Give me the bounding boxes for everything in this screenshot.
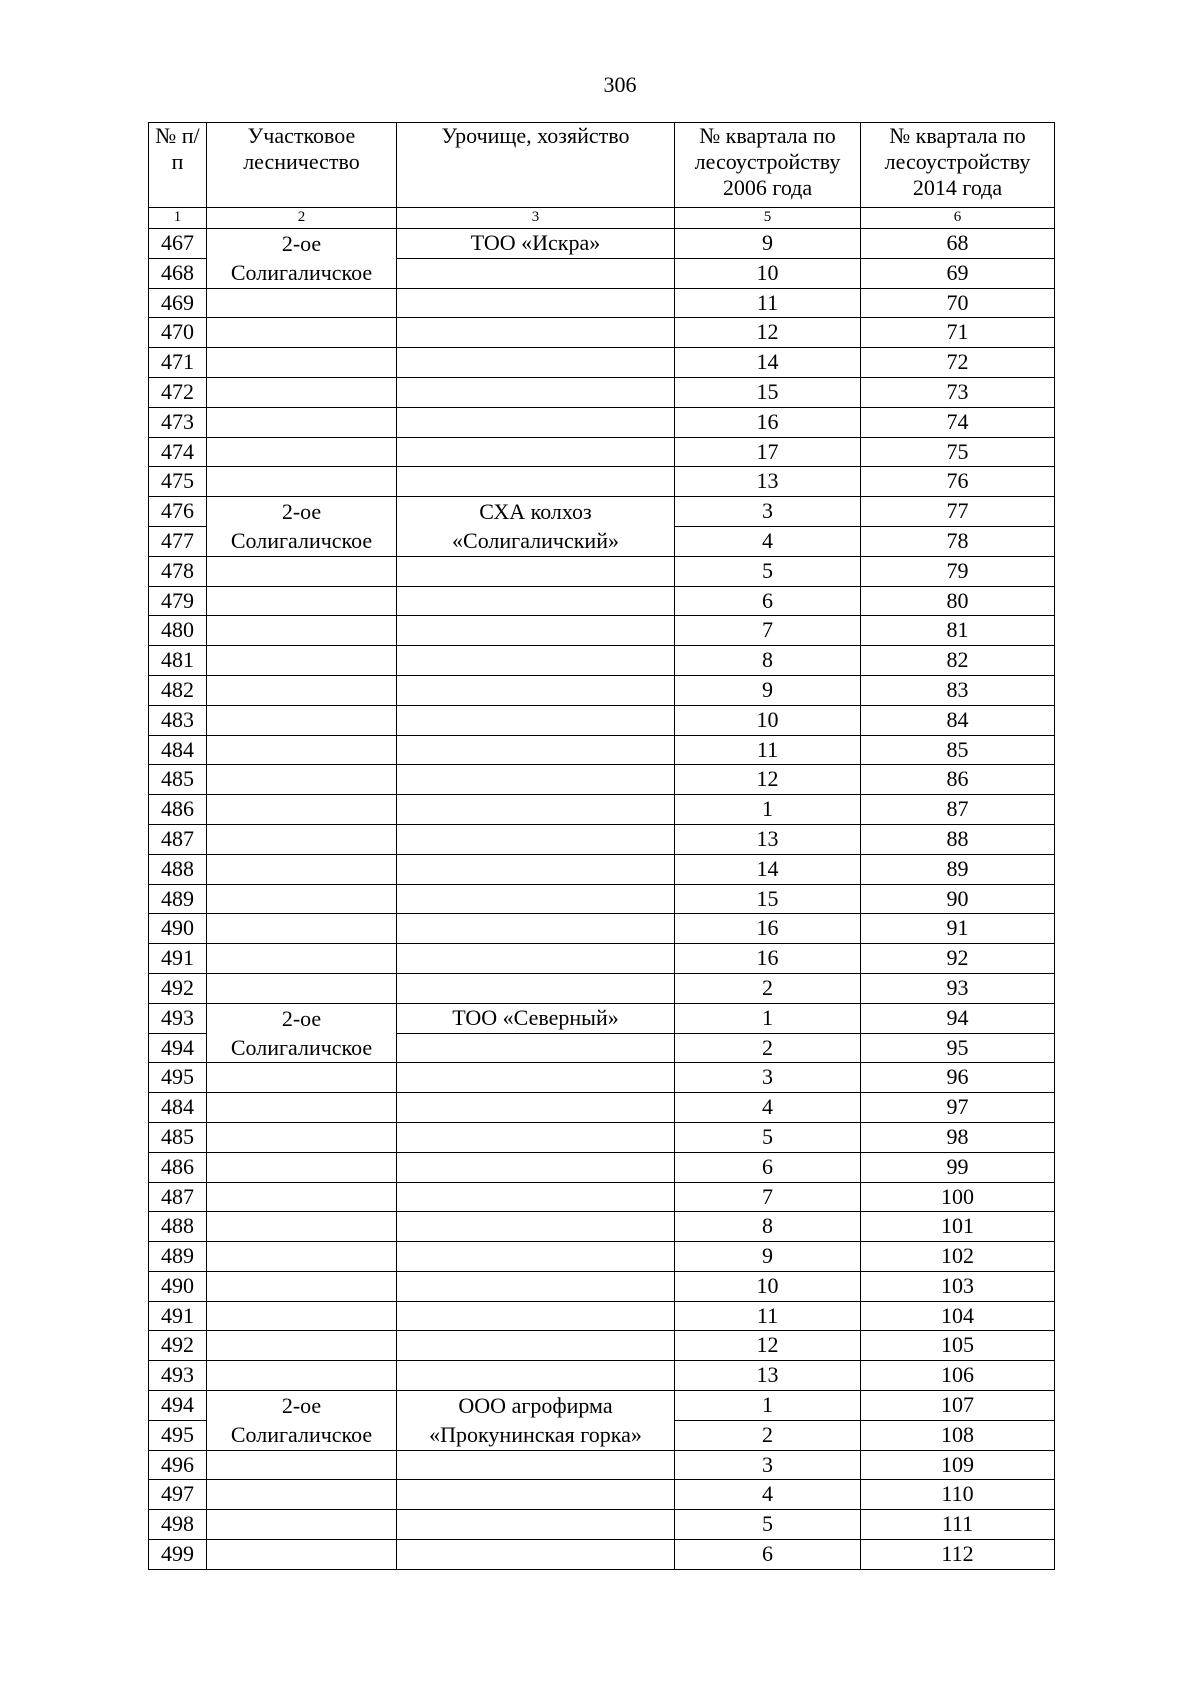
tract-cell (397, 884, 675, 914)
tract-cell (397, 1152, 675, 1182)
row-number-cell: 469 (149, 288, 207, 318)
quarter-2014-cell: 102 (861, 1242, 1055, 1272)
quarter-2006-cell: 11 (675, 288, 861, 318)
column-number: 5 (675, 208, 861, 229)
table-row (149, 1510, 1055, 1540)
header-tract: Урочище, хозяйство (397, 123, 675, 208)
quarter-2014-cell: 79 (861, 556, 1055, 586)
forestry-cell (207, 914, 397, 944)
column-number-row (149, 208, 1055, 229)
quarter-2006-cell: 2 (675, 973, 861, 1003)
table-row (149, 1271, 1055, 1301)
quarter-2014-cell: 108 (861, 1420, 1055, 1450)
forestry-cell (207, 944, 397, 974)
forestry-cell (207, 556, 397, 586)
quarter-2006-cell: 4 (675, 1480, 861, 1510)
quarter-2006-cell: 15 (675, 884, 861, 914)
quarter-2014-cell: 74 (861, 407, 1055, 437)
quarter-2006-cell: 5 (675, 556, 861, 586)
row-number-cell: 493 (149, 1361, 207, 1391)
tract-cell (397, 795, 675, 825)
forestry-cell (207, 1540, 397, 1570)
tract-cell (397, 914, 675, 944)
forestry-line: 2-ое (281, 1005, 322, 1031)
tract-cell (397, 556, 675, 586)
quarter-2006-cell: 15 (675, 377, 861, 407)
quarter-2014-cell: 101 (861, 1212, 1055, 1242)
forestry-cell (207, 1361, 397, 1391)
forestry-line: Солигаличское (230, 528, 373, 554)
forestry-cell (207, 407, 397, 437)
forestry-cell (207, 854, 397, 884)
forestry-cell (207, 1063, 397, 1093)
tract-cell (397, 1033, 675, 1063)
quarter-2006-cell: 14 (675, 854, 861, 884)
table-row (149, 675, 1055, 705)
quarter-2006-cell: 3 (675, 497, 861, 527)
row-number-cell: 490 (149, 914, 207, 944)
row-number-cell: 492 (149, 1331, 207, 1361)
tract-cell (397, 1063, 675, 1093)
table-row (149, 497, 1055, 527)
quarter-2014-cell: 68 (861, 229, 1055, 259)
table-row (149, 407, 1055, 437)
forestry-cell (207, 1510, 397, 1540)
row-number-cell: 476 (149, 497, 207, 527)
forestry-cell (207, 229, 397, 289)
row-number-cell: 488 (149, 854, 207, 884)
quarter-2006-cell: 16 (675, 944, 861, 974)
row-number-cell: 487 (149, 1182, 207, 1212)
tract-cell (397, 1510, 675, 1540)
quarter-2014-cell: 81 (861, 616, 1055, 646)
table-row (149, 1450, 1055, 1480)
quarter-2006-cell: 13 (675, 467, 861, 497)
tract-cell (397, 675, 675, 705)
row-number-cell: 498 (149, 1510, 207, 1540)
row-number-cell: 475 (149, 467, 207, 497)
quarter-2014-cell: 80 (861, 586, 1055, 616)
forestry-cell (207, 1182, 397, 1212)
quarter-2006-cell: 4 (675, 1093, 861, 1123)
quarter-2006-cell: 13 (675, 824, 861, 854)
quarter-2014-cell: 95 (861, 1033, 1055, 1063)
quarter-2006-cell: 8 (675, 646, 861, 676)
tract-line: СХА колхоз (479, 499, 592, 525)
tract-cell (397, 824, 675, 854)
forestry-cell (207, 497, 397, 557)
tract-cell (397, 1391, 675, 1451)
quarter-2006-cell: 14 (675, 348, 861, 378)
tract-cell: ТОО «Северный» (397, 1003, 675, 1033)
row-number-cell: 485 (149, 765, 207, 795)
table-row (149, 556, 1055, 586)
table-row (149, 616, 1055, 646)
forestry-cell (207, 973, 397, 1003)
forestry-cell (207, 1212, 397, 1242)
quarter-2014-cell: 71 (861, 318, 1055, 348)
forestry-cell (207, 318, 397, 348)
row-number-cell: 499 (149, 1540, 207, 1570)
row-number-cell: 478 (149, 556, 207, 586)
forestry-cell (207, 437, 397, 467)
quarter-2006-cell: 4 (675, 526, 861, 556)
table-row (149, 1063, 1055, 1093)
forestry-cell (207, 1152, 397, 1182)
quarter-2014-cell: 110 (861, 1480, 1055, 1510)
forestry-cell (207, 1271, 397, 1301)
tract-cell (397, 288, 675, 318)
tract-cell (397, 1212, 675, 1242)
tract-cell (397, 586, 675, 616)
forestry-line: 2-ое (281, 499, 322, 525)
forestry-cell (207, 735, 397, 765)
tract-cell (397, 616, 675, 646)
quarter-2014-cell: 76 (861, 467, 1055, 497)
quarter-2006-cell: 11 (675, 735, 861, 765)
tract-line: «Солигаличский» (452, 528, 619, 554)
forestry-line: 2-ое (281, 1393, 322, 1419)
table-row (149, 884, 1055, 914)
header-number: № п/п (149, 123, 207, 208)
quarter-2006-cell: 12 (675, 1331, 861, 1361)
tract-cell (397, 407, 675, 437)
tract-cell (397, 1122, 675, 1152)
table-row (149, 318, 1055, 348)
row-number-cell: 487 (149, 824, 207, 854)
table-row (149, 437, 1055, 467)
tract-line: «Прокунинская горка» (429, 1422, 642, 1448)
forestry-cell (207, 348, 397, 378)
row-number-cell: 472 (149, 377, 207, 407)
quarter-2006-cell: 5 (675, 1510, 861, 1540)
row-number-cell: 483 (149, 705, 207, 735)
row-number-cell: 496 (149, 1450, 207, 1480)
quarter-2006-cell: 17 (675, 437, 861, 467)
quarters-table (148, 122, 1055, 1570)
tract-cell (397, 1182, 675, 1212)
forestry-cell (207, 1093, 397, 1123)
forestry-cell (207, 467, 397, 497)
quarter-2006-cell: 7 (675, 616, 861, 646)
row-number-cell: 470 (149, 318, 207, 348)
table-row (149, 646, 1055, 676)
header-quarter-2014: № квартала по лесоустройству 2014 года (861, 123, 1055, 208)
quarter-2014-cell: 91 (861, 914, 1055, 944)
header-forestry: Участковое лесничество (207, 123, 397, 208)
table-row (149, 854, 1055, 884)
forestry-line: 2-ое (281, 231, 322, 256)
quarter-2014-cell: 111 (861, 1510, 1055, 1540)
quarter-2014-cell: 107 (861, 1391, 1055, 1421)
quarter-2014-cell: 90 (861, 884, 1055, 914)
quarter-2014-cell: 93 (861, 973, 1055, 1003)
forestry-cell (207, 377, 397, 407)
quarter-2006-cell: 6 (675, 1152, 861, 1182)
forestry-cell (207, 795, 397, 825)
quarter-2006-cell: 7 (675, 1182, 861, 1212)
table-body (149, 229, 1055, 1570)
table-row (149, 944, 1055, 974)
table-row (149, 735, 1055, 765)
quarter-2014-cell: 83 (861, 675, 1055, 705)
table-row (149, 914, 1055, 944)
table-row (149, 1480, 1055, 1510)
table-row (149, 377, 1055, 407)
forestry-cell (207, 1122, 397, 1152)
row-number-cell: 495 (149, 1063, 207, 1093)
forestry-line: Солигаличское (230, 260, 373, 285)
row-number-cell: 489 (149, 1242, 207, 1272)
quarter-2006-cell: 10 (675, 1271, 861, 1301)
forestry-cell (207, 586, 397, 616)
quarter-2014-cell: 92 (861, 944, 1055, 974)
tract-cell (397, 437, 675, 467)
forestry-cell (207, 705, 397, 735)
quarter-2006-cell: 1 (675, 1391, 861, 1421)
quarter-2006-cell: 9 (675, 675, 861, 705)
row-number-cell: 494 (149, 1391, 207, 1421)
tract-cell (397, 854, 675, 884)
quarter-2006-cell: 11 (675, 1301, 861, 1331)
quarter-2006-cell: 12 (675, 318, 861, 348)
tract-cell (397, 1540, 675, 1570)
tract-cell (397, 1480, 675, 1510)
table-row (149, 1003, 1055, 1033)
row-number-cell: 471 (149, 348, 207, 378)
row-number-cell: 485 (149, 1122, 207, 1152)
table-row (149, 229, 1055, 259)
quarter-2014-cell: 72 (861, 348, 1055, 378)
forestry-cell (207, 1480, 397, 1510)
quarter-2006-cell: 10 (675, 705, 861, 735)
table-row (149, 795, 1055, 825)
quarter-2006-cell: 6 (675, 1540, 861, 1570)
tract-cell (397, 377, 675, 407)
table-row (149, 348, 1055, 378)
tract-cell (397, 467, 675, 497)
forestry-cell (207, 1003, 397, 1063)
tract-cell (397, 1331, 675, 1361)
table-row (149, 824, 1055, 854)
table-row (149, 1212, 1055, 1242)
tract-cell (397, 1450, 675, 1480)
table-row (149, 1301, 1055, 1331)
forestry-cell (207, 288, 397, 318)
row-number-cell: 495 (149, 1420, 207, 1450)
tract-cell: ТОО «Искра» (397, 229, 675, 259)
forestry-cell (207, 1391, 397, 1451)
quarter-2006-cell: 2 (675, 1033, 861, 1063)
quarter-2014-cell: 77 (861, 497, 1055, 527)
tract-cell (397, 973, 675, 1003)
row-number-cell: 482 (149, 675, 207, 705)
table-row (149, 1242, 1055, 1272)
forestry-cell (207, 1301, 397, 1331)
forestry-cell (207, 765, 397, 795)
row-number-cell: 473 (149, 407, 207, 437)
tract-cell (397, 735, 675, 765)
quarter-2014-cell: 85 (861, 735, 1055, 765)
row-number-cell: 488 (149, 1212, 207, 1242)
column-number: 6 (861, 208, 1055, 229)
table-row (149, 765, 1055, 795)
table-row (149, 1093, 1055, 1123)
quarter-2014-cell: 109 (861, 1450, 1055, 1480)
quarter-2006-cell: 10 (675, 258, 861, 288)
row-number-cell: 489 (149, 884, 207, 914)
table-row (149, 1122, 1055, 1152)
tract-cell (397, 1242, 675, 1272)
quarter-2006-cell: 1 (675, 795, 861, 825)
quarter-2014-cell: 73 (861, 377, 1055, 407)
tract-cell (397, 497, 675, 557)
tract-cell (397, 944, 675, 974)
forestry-cell (207, 884, 397, 914)
table-row (149, 467, 1055, 497)
row-number-cell: 479 (149, 586, 207, 616)
row-number-cell: 486 (149, 1152, 207, 1182)
column-number: 2 (207, 208, 397, 229)
quarter-2006-cell: 2 (675, 1420, 861, 1450)
quarter-2006-cell: 3 (675, 1450, 861, 1480)
row-number-cell: 493 (149, 1003, 207, 1033)
table-row (149, 288, 1055, 318)
forestry-cell (207, 1331, 397, 1361)
forestry-cell (207, 616, 397, 646)
table-row (149, 586, 1055, 616)
tract-cell (397, 1301, 675, 1331)
quarter-2014-cell: 97 (861, 1093, 1055, 1123)
quarter-2014-cell: 104 (861, 1301, 1055, 1331)
forestry-cell (207, 824, 397, 854)
row-number-cell: 492 (149, 973, 207, 1003)
row-number-cell: 491 (149, 1301, 207, 1331)
quarter-2014-cell: 106 (861, 1361, 1055, 1391)
column-number: 3 (397, 208, 675, 229)
quarter-2006-cell: 1 (675, 1003, 861, 1033)
row-number-cell: 484 (149, 735, 207, 765)
row-number-cell: 481 (149, 646, 207, 676)
quarter-2006-cell: 5 (675, 1122, 861, 1152)
quarter-2006-cell: 3 (675, 1063, 861, 1093)
row-number-cell: 491 (149, 944, 207, 974)
forestry-cell (207, 675, 397, 705)
quarter-2014-cell: 70 (861, 288, 1055, 318)
tract-cell (397, 646, 675, 676)
quarter-2014-cell: 89 (861, 854, 1055, 884)
quarter-2014-cell: 112 (861, 1540, 1055, 1570)
row-number-cell: 497 (149, 1480, 207, 1510)
table-row (149, 1182, 1055, 1212)
quarter-2006-cell: 16 (675, 914, 861, 944)
quarter-2006-cell: 13 (675, 1361, 861, 1391)
row-number-cell: 494 (149, 1033, 207, 1063)
row-number-cell: 486 (149, 795, 207, 825)
row-number-cell: 484 (149, 1093, 207, 1123)
table-row (149, 1361, 1055, 1391)
table-row (149, 1391, 1055, 1421)
quarter-2014-cell: 100 (861, 1182, 1055, 1212)
row-number-cell: 467 (149, 229, 207, 259)
quarter-2014-cell: 87 (861, 795, 1055, 825)
quarter-2014-cell: 105 (861, 1331, 1055, 1361)
table-row (149, 1540, 1055, 1570)
quarter-2014-cell: 69 (861, 258, 1055, 288)
table-row (149, 1152, 1055, 1182)
quarter-2014-cell: 98 (861, 1122, 1055, 1152)
tract-cell (397, 1361, 675, 1391)
row-number-cell: 468 (149, 258, 207, 288)
table-row (149, 705, 1055, 735)
row-number-cell: 480 (149, 616, 207, 646)
row-number-cell: 490 (149, 1271, 207, 1301)
header-quarter-2006: № квартала по лесоустройству 2006 года (675, 123, 861, 208)
forestry-cell (207, 1450, 397, 1480)
forestry-cell (207, 646, 397, 676)
row-number-cell: 477 (149, 526, 207, 556)
quarter-2006-cell: 9 (675, 229, 861, 259)
quarter-2014-cell: 78 (861, 526, 1055, 556)
tract-cell (397, 1093, 675, 1123)
forestry-line: Солигаличское (230, 1422, 373, 1448)
table-row (149, 1331, 1055, 1361)
quarter-2014-cell: 99 (861, 1152, 1055, 1182)
quarter-2014-cell: 88 (861, 824, 1055, 854)
tract-cell (397, 258, 675, 288)
column-number: 1 (149, 208, 207, 229)
quarter-2006-cell: 16 (675, 407, 861, 437)
tract-cell (397, 1271, 675, 1301)
quarter-2014-cell: 86 (861, 765, 1055, 795)
page-number: 306 (603, 72, 637, 97)
forestry-cell (207, 1242, 397, 1272)
quarter-2014-cell: 75 (861, 437, 1055, 467)
quarter-2014-cell: 82 (861, 646, 1055, 676)
quarter-2014-cell: 96 (861, 1063, 1055, 1093)
forestry-line: Солигаличское (230, 1034, 373, 1060)
quarter-2014-cell: 94 (861, 1003, 1055, 1033)
tract-cell (397, 348, 675, 378)
table-header-row (149, 123, 1055, 208)
quarter-2006-cell: 12 (675, 765, 861, 795)
quarter-2014-cell: 103 (861, 1271, 1055, 1301)
tract-cell (397, 318, 675, 348)
table-row (149, 973, 1055, 1003)
quarter-2006-cell: 8 (675, 1212, 861, 1242)
quarter-2006-cell: 9 (675, 1242, 861, 1272)
tract-cell (397, 705, 675, 735)
quarter-2006-cell: 6 (675, 586, 861, 616)
row-number-cell: 474 (149, 437, 207, 467)
tract-line: ООО агрофирма (458, 1393, 613, 1419)
quarter-2014-cell: 84 (861, 705, 1055, 735)
tract-cell (397, 765, 675, 795)
